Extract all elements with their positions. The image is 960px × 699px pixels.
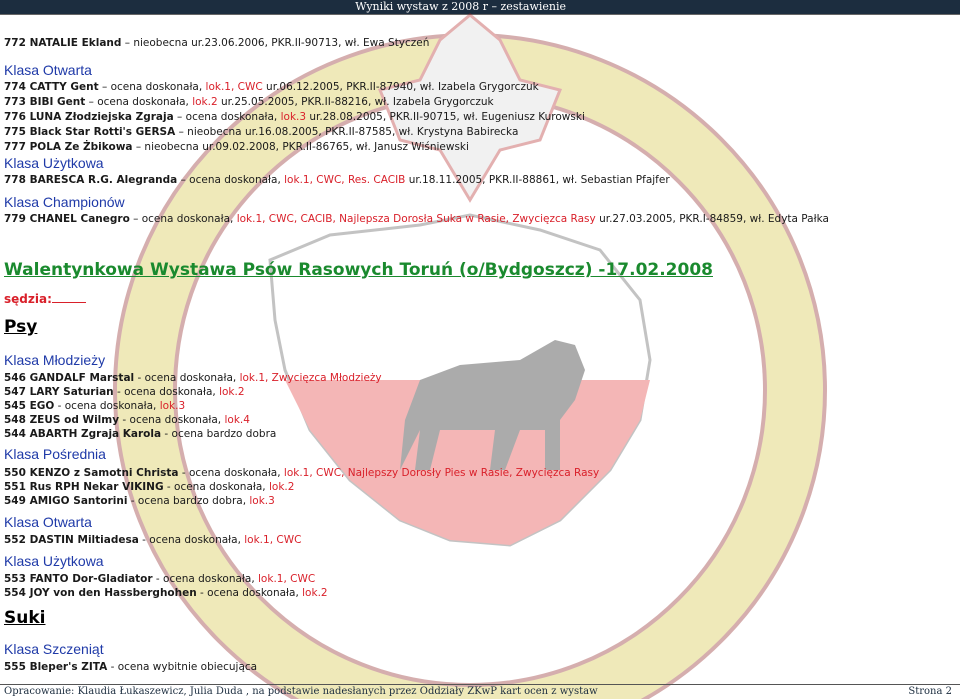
entry-549: [4, 495, 275, 508]
award: lok.2: [219, 386, 245, 398]
award: lok.1, CWC: [244, 534, 302, 546]
award: lok.4: [224, 414, 250, 426]
entry-details: ur.25.05.2005, PKR.II-88216, wł. Izabela Grygorczuk: [217, 96, 494, 108]
class-heading-szczeniat: Klasa Szczeniąt: [4, 641, 104, 657]
dog-name: 545 EGO: [4, 400, 55, 412]
entry-details: – nieobecna ur.09.02.2008, PKR.II-86765, wł. Janusz Wiśniewski: [132, 141, 469, 153]
dog-name: 772 NATALIE Ekland: [4, 37, 122, 49]
entry-773: [4, 96, 494, 109]
entry-774: [4, 81, 539, 94]
dog-name: 774 CATTY Gent: [4, 81, 99, 93]
award: lok.3: [249, 495, 275, 507]
grade: - ocena bardzo dobra: [161, 428, 277, 440]
dog-name: 546 GANDALF Marstal: [4, 372, 135, 384]
grade: - ocena doskonała,: [196, 587, 303, 599]
judge-blank: [52, 302, 86, 303]
entry-779: [4, 213, 829, 226]
judge-line: [4, 293, 86, 307]
grade: - ocena doskonała,: [138, 534, 245, 546]
award: lok.1, CWC, Najlepszy Dorosły Pies w Rasie, Zwycięzca Rasy: [283, 467, 600, 479]
grade: - ocena doskonała,: [54, 400, 160, 412]
grade: – ocena doskonała,: [177, 174, 285, 186]
section-heading-psy: Psy: [4, 317, 38, 337]
entry-778: [4, 174, 670, 187]
award: lok.3: [280, 111, 307, 123]
dog-name: 547 LARY Saturian: [4, 386, 114, 398]
class-heading-otwarta: Klasa Otwarta: [4, 62, 92, 78]
entry-552: [4, 534, 301, 547]
entry-554: [4, 587, 328, 600]
dog-name: 548 ZEUS od Wilmy: [4, 414, 120, 426]
grade: - ocena doskonała,: [134, 372, 240, 384]
grade: - ocena doskonała,: [152, 573, 259, 585]
entry-544: [4, 428, 276, 441]
page-number: Strona 2: [908, 686, 952, 697]
header-divider: [0, 14, 960, 15]
dog-name: 777 POLA Ze Żbikowa: [4, 141, 133, 153]
entry-548: [4, 414, 250, 427]
entry-551: [4, 481, 294, 494]
entry-details: ur.27.03.2005, PKR.I-84859, wł. Edyta Pałka: [595, 213, 829, 225]
dog-name: 552 DASTIN Miltiadesa: [4, 534, 139, 546]
entry-details: – nieobecna ur.23.06.2006, PKR.II-90713, wł. Ewa Styczeń: [121, 37, 430, 49]
grade: - ocena doskonała,: [119, 414, 225, 426]
grade: – ocena doskonała,: [85, 96, 193, 108]
header-title: Wyniki wystaw z 2008 r – zestawienie: [355, 0, 566, 13]
award: lok.1, CWC, Res. CACIB: [284, 174, 406, 186]
grade: - ocena doskonała,: [178, 467, 284, 479]
dog-name: 773 BIBI Gent: [4, 96, 86, 108]
grade: - ocena bardzo dobra,: [127, 495, 250, 507]
grade: - ocena doskonała,: [163, 481, 269, 493]
entry-772: [4, 37, 429, 50]
dog-name: 778 BARESCA R.G. Alegranda: [4, 174, 178, 186]
entry-553: [4, 573, 315, 586]
grade: – ocena doskonała,: [129, 213, 237, 225]
grade: – ocena doskonała,: [98, 81, 206, 93]
grade: - ocena wybitnie obiecująca: [107, 661, 258, 673]
entry-547: [4, 386, 245, 399]
grade: - ocena doskonała,: [113, 386, 220, 398]
entry-550: [4, 467, 599, 480]
entry-776: [4, 111, 585, 124]
award: lok.2: [302, 587, 328, 599]
dog-name: 554 JOY von den Hassberghohen: [4, 587, 197, 599]
dog-name: 776 LUNA Złodziejska Zgraja: [4, 111, 174, 123]
dog-name: 550 KENZO z Samotni Christa: [4, 467, 179, 479]
dog-name: 779 CHANEL Canegro: [4, 213, 130, 225]
class-heading-mlodziezy: Klasa Młodzieży: [4, 352, 106, 368]
judge-label: sędzia:: [4, 292, 52, 306]
entry-777: [4, 141, 469, 154]
grade: – ocena doskonała,: [173, 111, 281, 123]
award: lok.1, CWC: [258, 573, 316, 585]
award: lok.1, CWC: [205, 81, 263, 93]
dog-name: 549 AMIGO Santorini: [4, 495, 128, 507]
footer-credits: Opracowanie: Klaudia Łukaszewicz, Julia Duda , na podstawie nadesłanych przez Oddziały ZKwP kart ocen z wystaw: [4, 686, 598, 697]
entry-details: ur.28.08.2005, PKR.II-90715, wł. Eugeniusz Kurowski: [306, 111, 585, 123]
entry-details: – nieobecna ur.16.08.2005, PKR.II-87585, wł. Krystyna Babirecka: [175, 126, 519, 138]
entry-details: ur.06.12.2005, PKR.II-87940, wł. Izabela Grygorczuk: [262, 81, 539, 93]
dog-name: 553 FANTO Dor-Gladiator: [4, 573, 153, 585]
footer-divider: [0, 684, 960, 685]
dog-name: 555 Bleper's ZITA: [4, 661, 108, 673]
class-heading-uzytkowa-2: Klasa Użytkowa: [4, 553, 104, 569]
award: lok.3: [159, 400, 186, 412]
dog-name: 775 Black Star Rotti's GERSA: [4, 126, 176, 138]
show-title: Walentynkowa Wystawa Psów Rasowych Toruń (o/Bydgoszcz) -17.02.2008: [4, 260, 713, 280]
entry-775: [4, 126, 518, 139]
award: lok.1, CWC, CACIB, Najlepsza Dorosła Suka w Rasie, Zwycięzca Rasy: [236, 213, 596, 225]
entry-545: [4, 400, 185, 413]
award: lok.1, Zwycięzca Młodzieży: [239, 372, 382, 384]
class-heading-otwarta-2: Klasa Otwarta: [4, 514, 92, 530]
section-heading-suki: Suki: [4, 608, 46, 628]
entry-555: [4, 661, 257, 674]
dog-name: 551 Rus RPH Nekar VIKING: [4, 481, 164, 493]
dog-name: 544 ABARTH Zgraja Karola: [4, 428, 162, 440]
entry-546: [4, 372, 382, 385]
award: lok.2: [192, 96, 218, 108]
class-heading-posrednia: Klasa Pośrednia: [4, 446, 106, 462]
class-heading-uzytkowa: Klasa Użytkowa: [4, 155, 104, 171]
entry-details: ur.18.11.2005, PKR.II-88861, wł. Sebastian Pfajfer: [405, 174, 670, 186]
class-heading-championow: Klasa Championów: [4, 194, 125, 210]
award: lok.2: [268, 481, 295, 493]
